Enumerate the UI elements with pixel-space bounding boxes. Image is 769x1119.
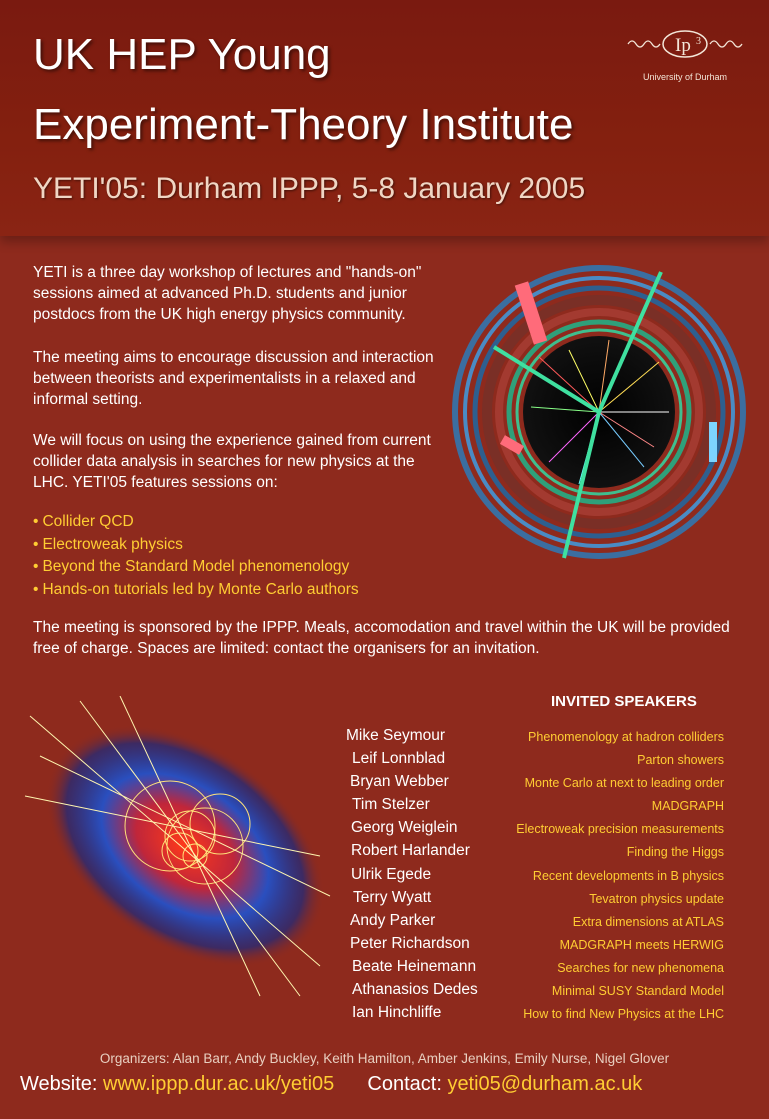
speaker-name: Peter Richardson xyxy=(350,934,470,952)
speaker-row xyxy=(346,796,724,819)
speaker-topic: How to find New Physics at the LHC xyxy=(523,1007,724,1022)
speaker-name: Leif Lonnblad xyxy=(352,750,446,768)
title-line-1: UK HEP Young xyxy=(33,30,331,79)
speaker-topic: MADGRAPH xyxy=(651,799,724,814)
speaker-row xyxy=(346,750,724,773)
speaker-name: Beate Heinemann xyxy=(352,957,477,975)
speaker-topic: Parton showers xyxy=(637,753,724,768)
speaker-name: Robert Harlander xyxy=(351,842,470,860)
organizers-line: Organizers: Alan Barr, Andy Buckley, Keith Hamilton, Amber Jenkins, Emily Nurse, Nigel Glover xyxy=(99,1051,670,1066)
speaker-row xyxy=(346,958,724,981)
intro-paragraph-1: YETI is a three day workshop of lectures and "hands-on" sessions aimed at advanced Ph.D. students and junior postdocs from the UK high energy physics community. xyxy=(33,264,422,323)
session-item: • Hands-on tutorials led by Monte Carlo authors xyxy=(33,579,359,602)
speaker-name: Bryan Webber xyxy=(350,773,449,791)
session-list xyxy=(33,511,359,601)
speaker-row xyxy=(346,866,724,889)
speaker-row xyxy=(346,912,724,935)
speaker-row xyxy=(346,981,724,1004)
speaker-topic: Tevatron physics update xyxy=(589,891,724,906)
particle-collision-event-icon xyxy=(20,696,340,1006)
speaker-name: Ulrik Egede xyxy=(351,865,432,883)
speaker-row xyxy=(346,935,724,958)
subtitle: YETI'05: Durham IPPP, 5-8 January 2005 xyxy=(33,172,586,205)
speaker-row xyxy=(346,819,724,842)
speaker-name: Terry Wyatt xyxy=(353,888,432,906)
speaker-topic: Minimal SUSY Standard Model xyxy=(551,984,724,999)
session-item: • Electroweak physics xyxy=(33,534,359,557)
footer-contact xyxy=(20,1073,642,1096)
speaker-name: Georg Weiglein xyxy=(351,819,458,837)
speaker-row xyxy=(346,889,724,912)
title-line-2: Experiment-Theory Institute xyxy=(33,100,574,149)
invited-speakers-heading: INVITED SPEAKERS xyxy=(551,693,697,710)
speaker-name: Athanasios Dedes xyxy=(352,981,478,999)
speakers-list xyxy=(346,727,724,1027)
speaker-name: Tim Stelzer xyxy=(352,796,430,814)
intro-paragraph-2: The meeting aims to encourage discussion and interaction between theorists and experimentalists in a relaxed and informal setting. xyxy=(33,349,434,408)
speaker-name: Ian Hinchliffe xyxy=(352,1004,442,1022)
contact-email-link[interactable]: yeti05@durham.ac.uk xyxy=(447,1073,643,1095)
session-item: • Beyond the Standard Model phenomenology xyxy=(33,556,359,579)
speaker-row xyxy=(346,773,724,796)
speaker-row xyxy=(346,842,724,865)
speaker-name: Mike Seymour xyxy=(346,727,446,744)
speaker-topic: Searches for new phenomena xyxy=(557,960,724,975)
website-label: Website: xyxy=(20,1073,98,1095)
speaker-topic: Monte Carlo at next to leading order xyxy=(524,776,724,791)
svg-text:3: 3 xyxy=(696,36,701,47)
speaker-topic: Electroweak precision measurements xyxy=(516,822,724,837)
ippp-logo xyxy=(626,24,744,84)
speaker-topic: Phenomenology at hadron colliders xyxy=(528,730,724,744)
speaker-name: Andy Parker xyxy=(350,911,436,929)
svg-text:Ip: Ip xyxy=(675,35,691,56)
speaker-topic: Recent developments in B physics xyxy=(532,868,724,883)
logo-institution: University of Durham xyxy=(642,72,728,82)
speaker-topic: Finding the Higgs xyxy=(626,845,724,860)
contact-label: Contact: xyxy=(367,1073,442,1095)
session-item: • Collider QCD xyxy=(33,511,359,534)
sponsor-paragraph: The meeting is sponsored by the IPPP. Meals, accomodation and travel within the UK will be provided free of charge. Spaces are limited: contact the organisers for an invitation. xyxy=(33,619,730,657)
speaker-topic: MADGRAPH meets HERWIG xyxy=(559,937,724,952)
speaker-row xyxy=(346,727,724,750)
intro-paragraph-3: We will focus on using the experience gained from current collider data analysis in searches for new physics at the LHC. YETI'05 features sessions on: xyxy=(33,432,431,491)
website-link[interactable]: www.ippp.dur.ac.uk/yeti05 xyxy=(103,1073,335,1095)
detector-event-display-icon xyxy=(449,262,749,562)
header-band xyxy=(0,0,769,236)
speaker-topic: Extra dimensions at ATLAS xyxy=(572,914,724,929)
ippp-logo-icon xyxy=(626,24,744,70)
speaker-row xyxy=(346,1004,724,1027)
